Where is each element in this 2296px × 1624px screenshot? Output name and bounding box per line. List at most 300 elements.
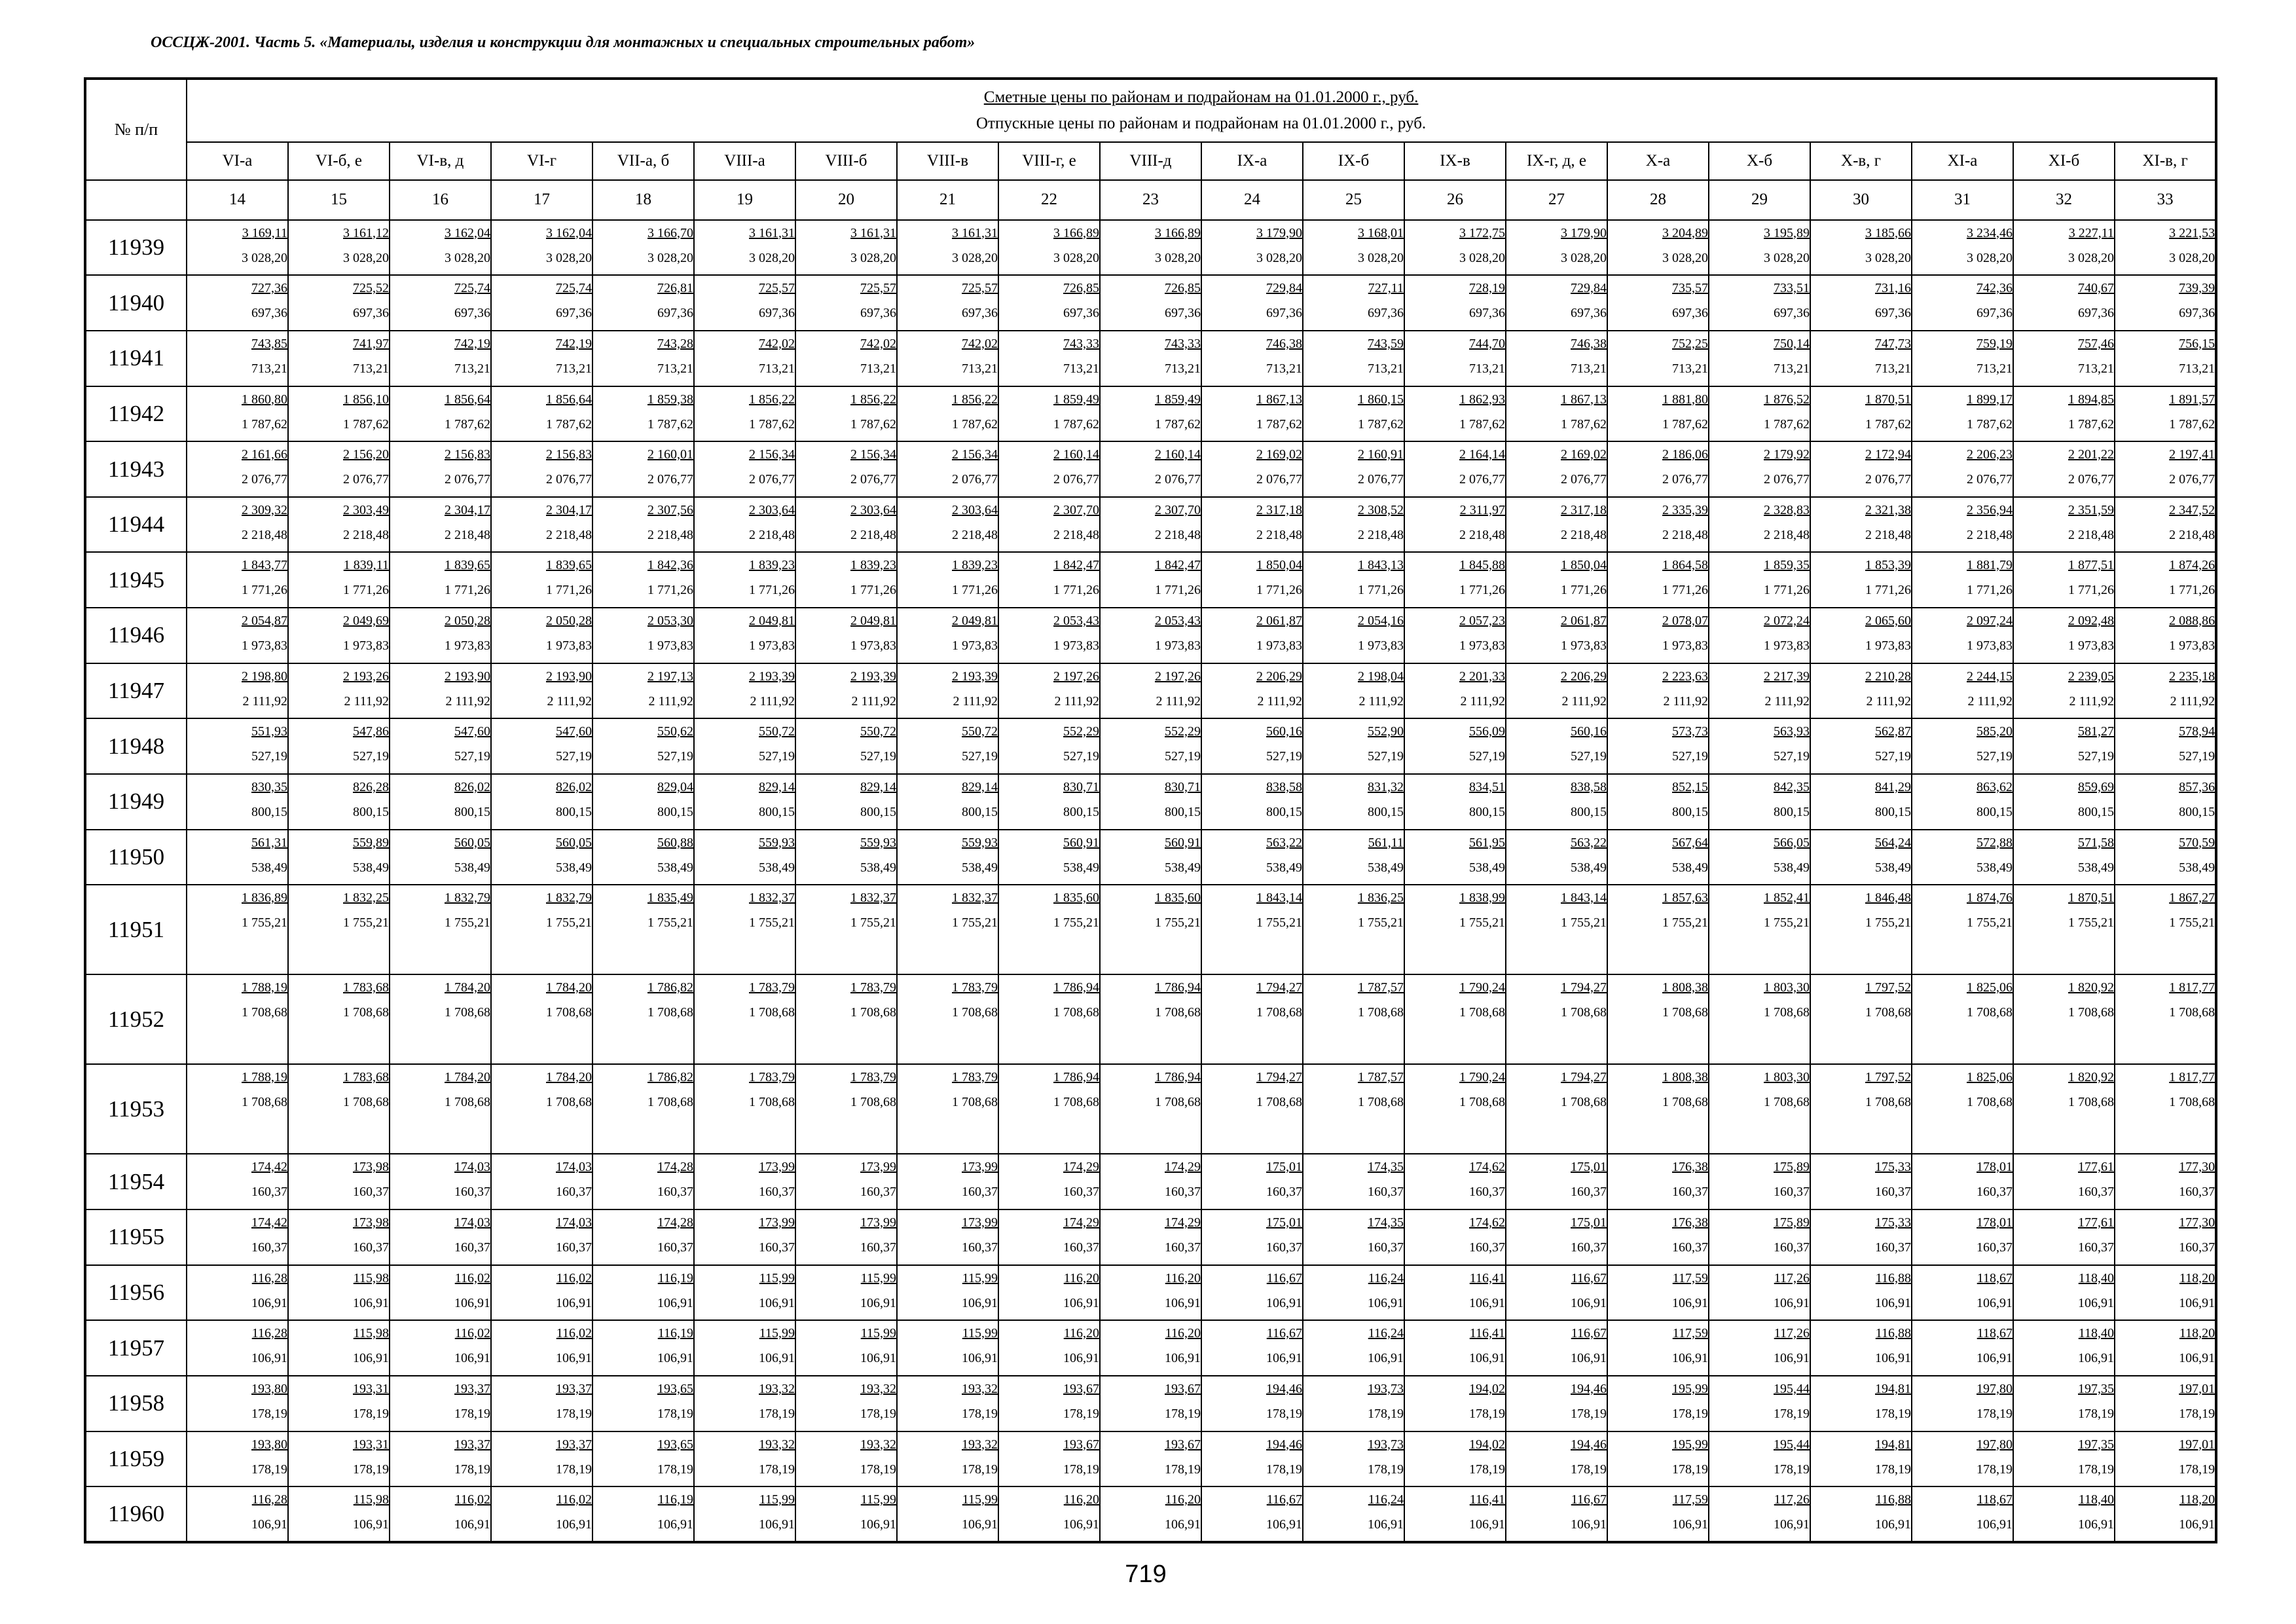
release-price: 538,49 <box>454 860 490 875</box>
release-price: 800,15 <box>759 805 795 820</box>
number-column-header: № п/п <box>85 79 187 180</box>
price-cell <box>288 663 390 719</box>
estimate-price: 3 195,89 <box>1764 225 1810 240</box>
release-price: 178,19 <box>353 1462 389 1477</box>
price-cell <box>1709 220 1810 276</box>
release-price: 106,91 <box>556 1295 592 1310</box>
estimate-price: 116,67 <box>1266 1326 1302 1341</box>
price-cell <box>2115 885 2216 974</box>
region-header: X-а <box>1607 142 1709 180</box>
release-price: 1 755,21 <box>1155 915 1201 931</box>
release-price: 106,91 <box>759 1295 795 1310</box>
release-price: 178,19 <box>2078 1406 2114 1421</box>
release-price: 527,19 <box>251 749 287 764</box>
estimate-price: 115,99 <box>962 1492 998 1507</box>
release-price: 2 111,92 <box>1663 693 1708 709</box>
estimate-price: 842,35 <box>1774 780 1810 795</box>
region-header: VIII-в <box>897 142 998 180</box>
release-price: 106,91 <box>657 1351 693 1366</box>
estimate-price: 2 156,20 <box>343 447 389 462</box>
estimate-price: 3 162,04 <box>546 225 592 240</box>
release-price: 160,37 <box>962 1185 998 1200</box>
estimate-price: 1 787,57 <box>1358 1070 1404 1085</box>
price-cell <box>1709 275 1810 331</box>
price-cell <box>998 1154 1100 1209</box>
estimate-price: 2 049,81 <box>749 614 795 629</box>
estimate-price: 173,99 <box>860 1160 896 1175</box>
price-cell <box>1810 1431 1912 1487</box>
release-price: 2 111,92 <box>1967 693 2013 709</box>
price-cell <box>1100 220 1201 276</box>
title-row <box>85 79 2216 142</box>
estimate-price: 2 303,64 <box>850 502 896 517</box>
price-cell <box>288 220 390 276</box>
release-price: 160,37 <box>1266 1185 1302 1200</box>
estimate-price: 726,81 <box>657 281 693 296</box>
price-cell <box>1201 275 1303 331</box>
price-cell <box>1810 497 1912 553</box>
estimate-price: 2 160,01 <box>647 447 693 462</box>
price-cell <box>897 220 998 276</box>
price-cell <box>592 1431 694 1487</box>
price-cell <box>2115 441 2216 497</box>
column-number: 31 <box>1912 180 2013 219</box>
release-price: 527,19 <box>2179 749 2215 764</box>
price-cell <box>1201 441 1303 497</box>
price-cell <box>795 497 897 553</box>
price-cell <box>1912 774 2013 830</box>
release-price: 106,91 <box>1165 1517 1201 1532</box>
release-price: 713,21 <box>1469 361 1505 376</box>
price-cell <box>897 441 998 497</box>
price-cell <box>897 1376 998 1431</box>
price-cell <box>288 1376 390 1431</box>
release-price: 178,19 <box>962 1406 998 1421</box>
estimate-price: 1 860,80 <box>242 392 287 407</box>
release-price: 1 771,26 <box>850 583 896 598</box>
estimate-price: 1 856,64 <box>546 392 592 407</box>
price-cell <box>288 1486 390 1542</box>
estimate-price: 2 065,60 <box>1865 614 1911 629</box>
release-price: 2 111,92 <box>445 693 490 709</box>
estimate-price: 1 891,57 <box>2169 392 2215 407</box>
price-cell <box>390 386 491 442</box>
price-cell <box>390 1486 491 1542</box>
release-price: 160,37 <box>454 1185 490 1200</box>
price-cell <box>897 1154 998 1209</box>
price-cell <box>1912 1486 2013 1542</box>
release-price: 178,19 <box>962 1462 998 1477</box>
release-price: 1 708,68 <box>2169 1005 2215 1020</box>
estimate-price: 2 304,17 <box>546 502 592 517</box>
release-price: 1 973,83 <box>445 638 490 654</box>
price-cell <box>1607 275 1709 331</box>
release-price: 1 755,21 <box>1256 915 1302 931</box>
price-cell <box>897 331 998 386</box>
price-cell <box>1303 275 1404 331</box>
price-cell <box>1404 1265 1506 1321</box>
price-cell <box>694 830 795 885</box>
release-price: 178,19 <box>1266 1406 1302 1421</box>
release-price: 178,19 <box>1266 1462 1302 1477</box>
estimate-price: 116,02 <box>556 1326 592 1341</box>
price-cell <box>1709 386 1810 442</box>
release-price: 160,37 <box>860 1185 896 1200</box>
estimate-price: 2 156,34 <box>749 447 795 462</box>
price-cell <box>592 441 694 497</box>
price-cell <box>187 331 288 386</box>
estimate-price: 177,30 <box>2179 1215 2215 1230</box>
price-cell <box>187 718 288 774</box>
price-cell <box>1303 885 1404 974</box>
price-cell <box>187 1431 288 1487</box>
price-cell <box>2115 1265 2216 1321</box>
price-cell <box>1912 1376 2013 1431</box>
release-price: 106,91 <box>1571 1295 1607 1310</box>
price-cell <box>1303 1486 1404 1542</box>
price-cell <box>592 552 694 608</box>
price-cell <box>1709 885 1810 974</box>
release-price: 697,36 <box>962 306 998 321</box>
release-price: 178,19 <box>1875 1462 1911 1477</box>
estimate-price: 1 803,30 <box>1764 1070 1810 1085</box>
price-cell <box>1810 331 1912 386</box>
price-cell <box>187 830 288 885</box>
release-price: 3 028,20 <box>242 250 287 265</box>
estimate-price: 585,20 <box>1977 724 2013 739</box>
estimate-price: 175,01 <box>1266 1160 1302 1175</box>
estimate-price: 841,29 <box>1875 780 1911 795</box>
price-cell <box>1201 331 1303 386</box>
release-price: 1 755,21 <box>749 915 795 931</box>
release-price: 1 755,21 <box>1764 915 1810 931</box>
release-price: 1 787,62 <box>1256 416 1302 432</box>
estimate-price: 1 786,82 <box>647 1070 693 1085</box>
estimate-price: 2 239,05 <box>2068 669 2114 684</box>
price-cell <box>1404 608 1506 663</box>
estimate-price: 547,60 <box>556 724 592 739</box>
release-price: 697,36 <box>353 306 389 321</box>
estimate-price: 116,88 <box>1875 1270 1911 1285</box>
release-price: 3 028,20 <box>1053 250 1099 265</box>
price-cell <box>288 718 390 774</box>
estimate-price: 2 197,26 <box>1155 669 1201 684</box>
release-price: 1 787,62 <box>749 416 795 432</box>
region-header: VI-в, д <box>390 142 491 180</box>
estimate-price: 725,74 <box>556 281 592 296</box>
release-price: 160,37 <box>1774 1185 1810 1200</box>
release-price: 800,15 <box>1875 805 1911 820</box>
price-cell <box>390 1376 491 1431</box>
estimate-price: 193,65 <box>657 1437 693 1452</box>
release-price: 1 973,83 <box>1662 638 1708 654</box>
release-price: 2 218,48 <box>2169 527 2215 542</box>
price-cell <box>1810 275 1912 331</box>
release-price: 527,19 <box>860 749 896 764</box>
estimate-price: 174,62 <box>1469 1215 1505 1230</box>
estimate-price: 177,30 <box>2179 1160 2215 1175</box>
release-price: 697,36 <box>1672 306 1708 321</box>
estimate-price: 193,37 <box>454 1437 490 1452</box>
release-price: 106,91 <box>2078 1517 2114 1532</box>
release-price: 697,36 <box>860 306 896 321</box>
estimate-price: 2 210,28 <box>1865 669 1911 684</box>
release-price: 106,91 <box>454 1351 490 1366</box>
price-cell <box>1709 1209 1810 1265</box>
estimate-price: 174,29 <box>1165 1215 1201 1230</box>
release-price: 160,37 <box>251 1240 287 1255</box>
estimate-price: 1 859,35 <box>1764 558 1810 573</box>
release-price: 1 973,83 <box>2169 638 2215 654</box>
estimate-price: 197,01 <box>2179 1437 2215 1452</box>
estimate-price: 563,22 <box>1266 835 1302 850</box>
price-cell <box>1709 718 1810 774</box>
region-header: VIII-б <box>795 142 897 180</box>
estimate-price: 743,59 <box>1368 336 1404 351</box>
page-number: 719 <box>1125 1560 1167 1588</box>
estimate-price: 562,87 <box>1875 724 1911 739</box>
price-cell <box>592 1209 694 1265</box>
estimate-price: 174,42 <box>251 1160 287 1175</box>
estimate-price: 2 164,14 <box>1459 447 1505 462</box>
release-price: 106,91 <box>1063 1351 1099 1366</box>
column-number: 33 <box>2115 180 2216 219</box>
estimate-price: 2 197,41 <box>2169 447 2215 462</box>
release-price: 527,19 <box>1063 749 1099 764</box>
release-price: 2 076,77 <box>1561 472 1607 487</box>
price-cell <box>998 608 1100 663</box>
price-cell <box>795 774 897 830</box>
table-row <box>85 1154 2216 1209</box>
price-cell <box>2013 441 2115 497</box>
estimate-price: 829,14 <box>759 780 795 795</box>
price-cell <box>1303 774 1404 830</box>
release-price: 2 218,48 <box>1459 527 1505 542</box>
price-cell <box>187 663 288 719</box>
estimate-price: 2 053,43 <box>1053 614 1099 629</box>
release-price: 106,91 <box>1368 1295 1404 1310</box>
table-row <box>85 1320 2216 1376</box>
price-cell <box>795 275 897 331</box>
estimate-price: 834,51 <box>1469 780 1505 795</box>
estimate-price: 743,85 <box>251 336 287 351</box>
price-cell <box>1506 608 1607 663</box>
release-price: 1 973,83 <box>2068 638 2114 654</box>
release-price: 713,21 <box>1774 361 1810 376</box>
price-cell <box>1810 1265 1912 1321</box>
price-cell <box>187 1486 288 1542</box>
release-price: 1 708,68 <box>2068 1005 2114 1020</box>
column-number: 27 <box>1506 180 1607 219</box>
price-cell <box>795 1209 897 1265</box>
release-price: 160,37 <box>1368 1240 1404 1255</box>
price-cell <box>897 608 998 663</box>
price-cell <box>1303 608 1404 663</box>
estimate-price: 174,28 <box>657 1160 693 1175</box>
release-price: 1 708,68 <box>1459 1095 1505 1110</box>
release-price: 713,21 <box>556 361 592 376</box>
release-price: 160,37 <box>1875 1240 1911 1255</box>
estimate-price: 1 845,88 <box>1459 558 1505 573</box>
estimate-price: 174,62 <box>1469 1160 1505 1175</box>
release-price: 2 076,77 <box>343 472 389 487</box>
estimate-price: 2 049,81 <box>850 614 896 629</box>
release-price: 697,36 <box>1977 306 2013 321</box>
price-cell <box>1100 885 1201 974</box>
release-price: 1 755,21 <box>1865 915 1911 931</box>
price-cell <box>1201 663 1303 719</box>
price-cell <box>998 830 1100 885</box>
estimate-price: 116,02 <box>556 1270 592 1285</box>
estimate-price: 1 820,92 <box>2068 1070 2114 1085</box>
release-price: 713,21 <box>2179 361 2215 376</box>
price-cell <box>1709 663 1810 719</box>
price-cell <box>1709 774 1810 830</box>
release-price: 1 771,26 <box>546 583 592 598</box>
estimate-price: 115,99 <box>860 1270 896 1285</box>
row-number: 11957 <box>85 1320 187 1376</box>
estimate-price: 1 899,17 <box>1967 392 2013 407</box>
estimate-price: 561,31 <box>251 835 287 850</box>
release-price: 1 771,26 <box>1865 583 1911 598</box>
estimate-price: 550,72 <box>962 724 998 739</box>
estimate-price: 1 839,23 <box>850 558 896 573</box>
release-price: 178,19 <box>1469 1406 1505 1421</box>
release-price: 527,19 <box>1571 749 1607 764</box>
estimate-price: 3 172,75 <box>1459 225 1505 240</box>
price-cell <box>491 331 592 386</box>
release-price: 1 708,68 <box>1865 1095 1911 1110</box>
estimate-price: 826,02 <box>556 780 592 795</box>
price-cell <box>1303 718 1404 774</box>
price-cell <box>2013 1486 2115 1542</box>
release-price: 1 771,26 <box>1561 583 1607 598</box>
estimate-price: 193,32 <box>962 1381 998 1396</box>
price-cell <box>1607 1265 1709 1321</box>
release-price: 527,19 <box>1165 749 1201 764</box>
estimate-price: 2 193,26 <box>343 669 389 684</box>
price-cell <box>187 1376 288 1431</box>
estimate-price: 174,42 <box>251 1215 287 1230</box>
release-price: 527,19 <box>759 749 795 764</box>
row-number: 11956 <box>85 1265 187 1321</box>
estimate-price: 2 303,49 <box>343 502 389 517</box>
price-cell <box>1709 1265 1810 1321</box>
estimate-price: 1 870,51 <box>1865 392 1911 407</box>
price-cell <box>1100 974 1201 1064</box>
estimate-price: 1 846,48 <box>1865 891 1911 906</box>
release-price: 1 708,68 <box>2169 1095 2215 1110</box>
estimate-price: 3 179,90 <box>1256 225 1302 240</box>
release-price: 178,19 <box>556 1406 592 1421</box>
estimate-price: 3 185,66 <box>1865 225 1911 240</box>
estimate-price: 1 843,14 <box>1561 891 1607 906</box>
release-price: 697,36 <box>1571 306 1607 321</box>
release-price: 2 218,48 <box>242 527 287 542</box>
release-price: 1 973,83 <box>850 638 896 654</box>
column-number: 20 <box>795 180 897 219</box>
estimate-price: 194,46 <box>1571 1381 1607 1396</box>
release-price: 1 755,21 <box>952 915 998 931</box>
price-cell <box>592 220 694 276</box>
price-cell <box>897 718 998 774</box>
price-cell <box>1506 718 1607 774</box>
release-price: 1 787,62 <box>546 416 592 432</box>
price-cell <box>1506 1320 1607 1376</box>
release-price: 2 076,77 <box>445 472 490 487</box>
estimate-price: 175,33 <box>1875 1215 1911 1230</box>
release-price: 106,91 <box>1875 1351 1911 1366</box>
price-cell <box>390 608 491 663</box>
release-price: 3 028,20 <box>1764 250 1810 265</box>
price-cell <box>491 1209 592 1265</box>
estimate-price: 727,11 <box>1368 281 1404 296</box>
price-cell <box>1607 608 1709 663</box>
price-cell <box>390 1320 491 1376</box>
price-cell <box>390 830 491 885</box>
release-price: 1 708,68 <box>952 1095 998 1110</box>
price-cell <box>2115 774 2216 830</box>
release-price: 106,91 <box>353 1517 389 1532</box>
estimate-price: 1 797,52 <box>1865 1070 1911 1085</box>
estimate-price: 1 881,79 <box>1967 558 2013 573</box>
price-cell <box>694 1064 795 1154</box>
estimate-price: 1 832,37 <box>749 891 795 906</box>
price-cell <box>1810 885 1912 974</box>
estimate-price: 115,99 <box>962 1326 998 1341</box>
estimate-price: 174,28 <box>657 1215 693 1230</box>
price-cell <box>795 220 897 276</box>
estimate-price: 116,41 <box>1469 1492 1505 1507</box>
estimate-price: 193,31 <box>353 1437 389 1452</box>
column-number: 32 <box>2013 180 2115 219</box>
release-price: 106,91 <box>1266 1295 1302 1310</box>
release-price: 713,21 <box>1266 361 1302 376</box>
table-row <box>85 497 2216 553</box>
estimate-price: 566,05 <box>1774 835 1810 850</box>
release-price: 106,91 <box>1165 1295 1201 1310</box>
price-cell <box>187 220 288 276</box>
price-cell <box>2115 1376 2216 1431</box>
estimate-price: 2 198,80 <box>242 669 287 684</box>
estimate-price: 729,84 <box>1571 281 1607 296</box>
release-price: 1 771,26 <box>2169 583 2215 598</box>
price-cell <box>1100 331 1201 386</box>
estimate-price: 727,36 <box>251 281 287 296</box>
release-price: 106,91 <box>1063 1295 1099 1310</box>
estimate-price: 1 862,93 <box>1459 392 1505 407</box>
release-price: 1 771,26 <box>445 583 490 598</box>
region-header: VII-а, б <box>592 142 694 180</box>
price-cell <box>1607 441 1709 497</box>
estimate-price: 1 784,20 <box>546 980 592 995</box>
estimate-price: 1 787,57 <box>1358 980 1404 995</box>
row-number: 11942 <box>85 386 187 442</box>
price-cell <box>1607 1431 1709 1487</box>
price-cell <box>1607 220 1709 276</box>
estimate-price: 731,16 <box>1875 281 1911 296</box>
estimate-price: 173,99 <box>962 1215 998 1230</box>
estimate-price: 3 162,04 <box>445 225 490 240</box>
release-price: 1 708,68 <box>647 1095 693 1110</box>
price-cell <box>998 718 1100 774</box>
release-price: 2 218,48 <box>546 527 592 542</box>
release-price: 106,91 <box>1266 1517 1302 1532</box>
price-cell <box>1100 830 1201 885</box>
price-cell <box>1404 1486 1506 1542</box>
estimate-price: 1 783,79 <box>850 980 896 995</box>
release-price: 1 973,83 <box>343 638 389 654</box>
